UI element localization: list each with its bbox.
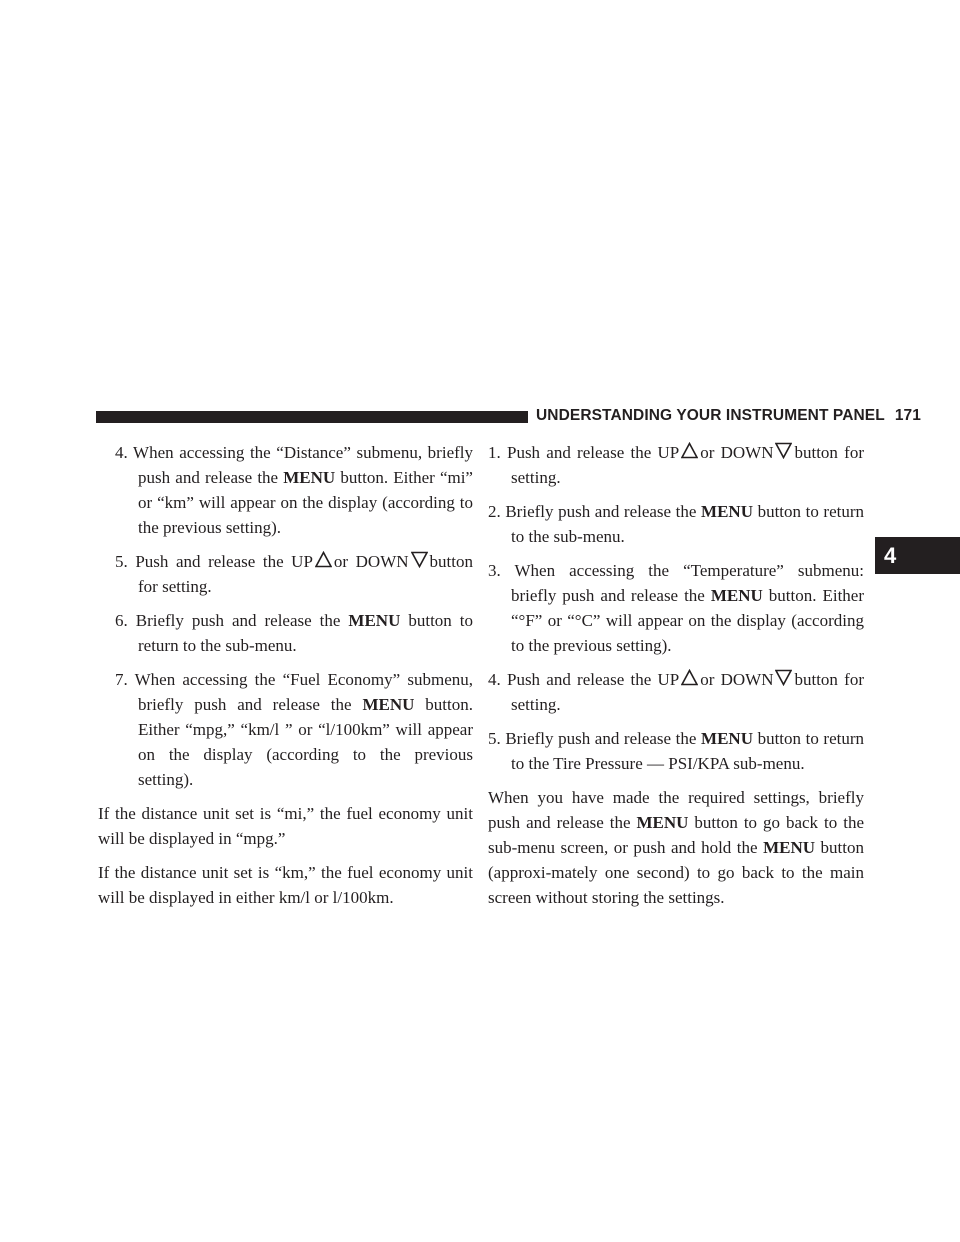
menu-keyword: MENU bbox=[763, 838, 816, 857]
step-text: button for setting. bbox=[511, 670, 864, 714]
running-header bbox=[536, 407, 921, 427]
step-number: 7. bbox=[115, 670, 128, 689]
step-item bbox=[115, 667, 473, 792]
step-text: When accessing the “Temperature” submenu: briefly push and release the bbox=[511, 561, 864, 605]
step-text: Briefly push and release the bbox=[505, 502, 702, 521]
menu-keyword: MENU bbox=[710, 586, 763, 605]
step-text: button. Either “°F” or “°C” will appear on the display (according to the previous setting). bbox=[511, 586, 864, 655]
step-item bbox=[115, 608, 473, 658]
right-column bbox=[488, 440, 864, 919]
chapter-tab: 4 bbox=[875, 537, 960, 574]
step-text: Briefly push and release the bbox=[135, 611, 349, 630]
step-text: Push and release the UP bbox=[506, 443, 680, 462]
step-text: button to return to the sub-menu. bbox=[138, 611, 474, 655]
step-item bbox=[488, 726, 864, 776]
step-item bbox=[115, 440, 473, 540]
step-text: or DOWN bbox=[333, 552, 409, 571]
menu-keyword: MENU bbox=[701, 502, 753, 521]
step-text: button. Either “mpg,” “km/l ” or “l/100km” will appear on the display (according to the previous setting). bbox=[138, 695, 473, 789]
header-rule bbox=[96, 411, 528, 423]
para-text: When you have made the required settings, briefly push and release the bbox=[488, 788, 864, 832]
step-item bbox=[488, 440, 864, 490]
menu-keyword: MENU bbox=[701, 729, 753, 748]
step-text: Push and release the UP bbox=[135, 552, 313, 571]
step-number: 1. bbox=[488, 443, 501, 462]
step-number: 2. bbox=[488, 502, 501, 521]
up-triangle-icon bbox=[681, 669, 698, 686]
down-triangle-icon bbox=[775, 669, 792, 686]
step-text: Push and release the UP bbox=[506, 670, 680, 689]
step-number: 3. bbox=[488, 561, 501, 580]
menu-keyword: MENU bbox=[283, 468, 336, 487]
down-triangle-icon bbox=[411, 551, 428, 568]
menu-keyword: MENU bbox=[348, 611, 401, 630]
step-item bbox=[488, 499, 864, 549]
up-triangle-icon bbox=[681, 442, 698, 459]
step-text: or DOWN bbox=[700, 670, 774, 689]
body-paragraph bbox=[488, 785, 864, 910]
body-paragraph: If the distance unit set is “mi,” the fuel economy unit will be displayed in “mpg.” bbox=[98, 804, 473, 848]
step-text: or DOWN bbox=[700, 443, 774, 462]
step-text: button to return to the sub-menu. bbox=[511, 502, 865, 546]
body-paragraph: If the distance unit set is “km,” the fuel economy unit will be displayed in either km/l or l/100km. bbox=[98, 863, 473, 907]
step-text: button for setting. bbox=[511, 443, 864, 487]
menu-keyword: MENU bbox=[362, 695, 415, 714]
step-text: button for setting. bbox=[138, 552, 473, 596]
step-item bbox=[488, 558, 864, 658]
step-text: Briefly push and release the bbox=[505, 729, 702, 748]
step-text: When accessing the “Fuel Economy” submenu, briefly push and release the bbox=[134, 670, 473, 714]
step-number: 4. bbox=[115, 443, 128, 462]
left-column bbox=[98, 440, 474, 919]
step-text: button. Either “mi” or “km” will appear on the display (according to the previous setting). bbox=[138, 468, 473, 537]
down-triangle-icon bbox=[775, 442, 792, 459]
step-number: 5. bbox=[488, 729, 501, 748]
menu-keyword: MENU bbox=[636, 813, 689, 832]
para-text: button to go back to the sub-menu screen, or push and hold the bbox=[488, 813, 864, 857]
section-title: UNDERSTANDING YOUR INSTRUMENT PANEL bbox=[536, 407, 885, 424]
step-text: When accessing the “Distance” submenu, briefly push and release the bbox=[133, 443, 473, 487]
up-triangle-icon bbox=[315, 551, 332, 568]
step-text: button to return to the Tire Pressure — PSI/KPA sub-menu. bbox=[511, 729, 865, 773]
page-number: 171 bbox=[894, 407, 921, 424]
step-number: 5. bbox=[115, 552, 128, 571]
step-number: 4. bbox=[488, 670, 501, 689]
step-number: 6. bbox=[115, 611, 128, 630]
step-item bbox=[115, 549, 473, 599]
step-item bbox=[488, 667, 864, 717]
para-text: button (approxi-mately one second) to go back to the main screen without storing the settings. bbox=[488, 838, 864, 907]
